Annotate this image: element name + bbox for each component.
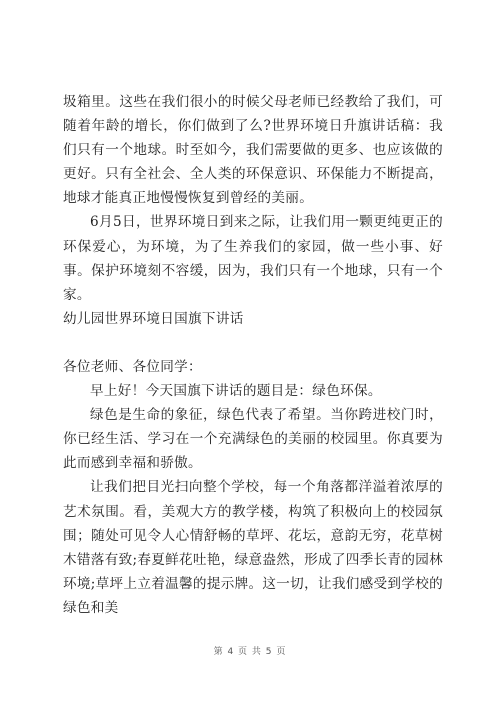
paragraph: 早上好！今天国旗下讲话的题目是：绿色环保。: [90, 383, 382, 400]
blank-line: [63, 331, 443, 355]
paragraph: 圾箱里。这些在我们很小的时候父母老师已经教给了我们，可随着年龄的增长，你们做到了么?世界环境日升旗讲话稿：我们只有一个地球。时至如今，我们需要做的更多、也应该做的更好。只有全社会、全人类的环保意识、环保能力不断提高，地球才能真正地慢慢恢复到曾经的美丽。: [63, 94, 443, 207]
paragraph: 让我们把目光扫向整个学校，每一个角落都洋溢着浓厚的艺术氛围。看，美观大方的教学楼，构筑了积极向上的校园氛围；随处可见令人心情舒畅的草坪、花坛，意韵无穷，花草树木错落有致;春夏鲜花吐艳，绿意盎然，形成了四季长青的园林环境;草坪上立着温馨的提示牌。这一切，让我们感受到学校的绿色和美: [63, 479, 444, 616]
section-title: 幼儿园世界环境日国旗下讲话: [63, 310, 244, 327]
paragraph: 绿色是生命的象征，绿色代表了希望。当你跨进校门时，你已经生活、学习在一个充满绿色的美丽的校园里。你真要为此而感到幸福和骄傲。: [63, 407, 443, 472]
document-body: [63, 90, 443, 620]
page-number-footer: 第 4 页 共 5 页: [213, 647, 287, 657]
greeting-line: 各位老师、各位同学：: [63, 358, 202, 375]
paragraph: 6月5日，世界环境日到来之际，让我们用一颗更纯更正的环保爱心，为环境，为了生养我们的家园，做一些小事、好事。保护环境刻不容缓，因为，我们只有一个地球，只有一个家。: [63, 214, 443, 303]
